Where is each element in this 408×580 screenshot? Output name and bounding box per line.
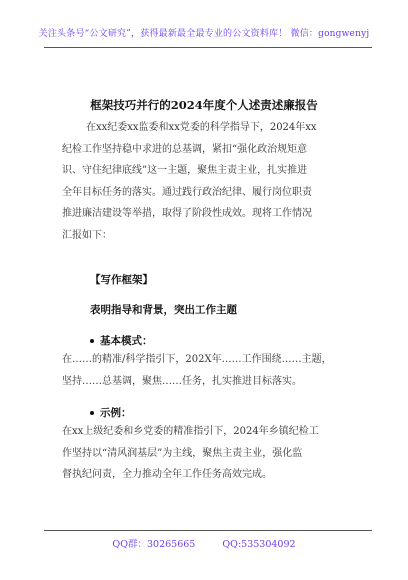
footer-qq-group: QQ群：30265665	[112, 539, 196, 550]
example-line: 作坚持以“清风润基层”为主线，聚焦主责主业，强化监	[62, 447, 303, 459]
example-line: 在xx上级纪委和乡党委的精准指引下，2024年乡镇纪检工	[62, 426, 319, 437]
example-paragraph	[62, 421, 352, 486]
bullet-icon	[90, 339, 94, 343]
intro-line: 推进廉洁建设等举措，取得了阶段性成效。现将工作情况	[62, 208, 312, 220]
intro-line: 全年目标任务的落实。通过践行政治纪律、履行岗位职责	[62, 186, 312, 198]
basic-mode-line: 坚持……总基调，聚焦……任务，扎实推进目标落实。	[62, 375, 302, 387]
basic-mode-line: 在……的精准/科学指引下，202X年……工作围绕……主题，	[62, 354, 332, 365]
footer-divider	[44, 530, 372, 531]
example-line: 督执纪问责，全力推动全年工作任务高效完成。	[62, 469, 272, 481]
example-heading	[90, 405, 132, 420]
intro-paragraph	[62, 117, 350, 247]
example-label: 示例：	[100, 407, 132, 419]
framework-label: 【写作框架】	[90, 274, 153, 286]
bullet-icon	[90, 411, 94, 415]
footer-qq: QQ:535304092	[222, 539, 296, 550]
intro-line: 汇报如下：	[62, 229, 112, 241]
section-heading: 表明指导和背景，突出工作主题	[90, 304, 237, 316]
footer	[0, 536, 408, 550]
intro-line: 识、守住纪律底线”这一主题，聚焦主责主业，扎实推进	[62, 165, 308, 177]
intro-line: 纪检工作坚持稳中求进的总基调，紧扣“强化政治规矩意	[62, 143, 308, 155]
basic-mode-heading	[90, 333, 153, 348]
basic-mode-label: 基本模式：	[100, 335, 153, 347]
header-divider	[44, 47, 372, 48]
intro-line: 在xx纪委xx监委和xx党委的科学指导下，2024年xx	[86, 122, 317, 133]
header-banner: 关注头条号“公文研究”，获得最新最全最专业的公文资料库！ 微信：gongwenyj	[38, 29, 370, 39]
document-title: 框架技巧并行的2024年度个人述责述廉报告	[90, 98, 318, 112]
basic-mode-paragraph	[62, 349, 352, 392]
